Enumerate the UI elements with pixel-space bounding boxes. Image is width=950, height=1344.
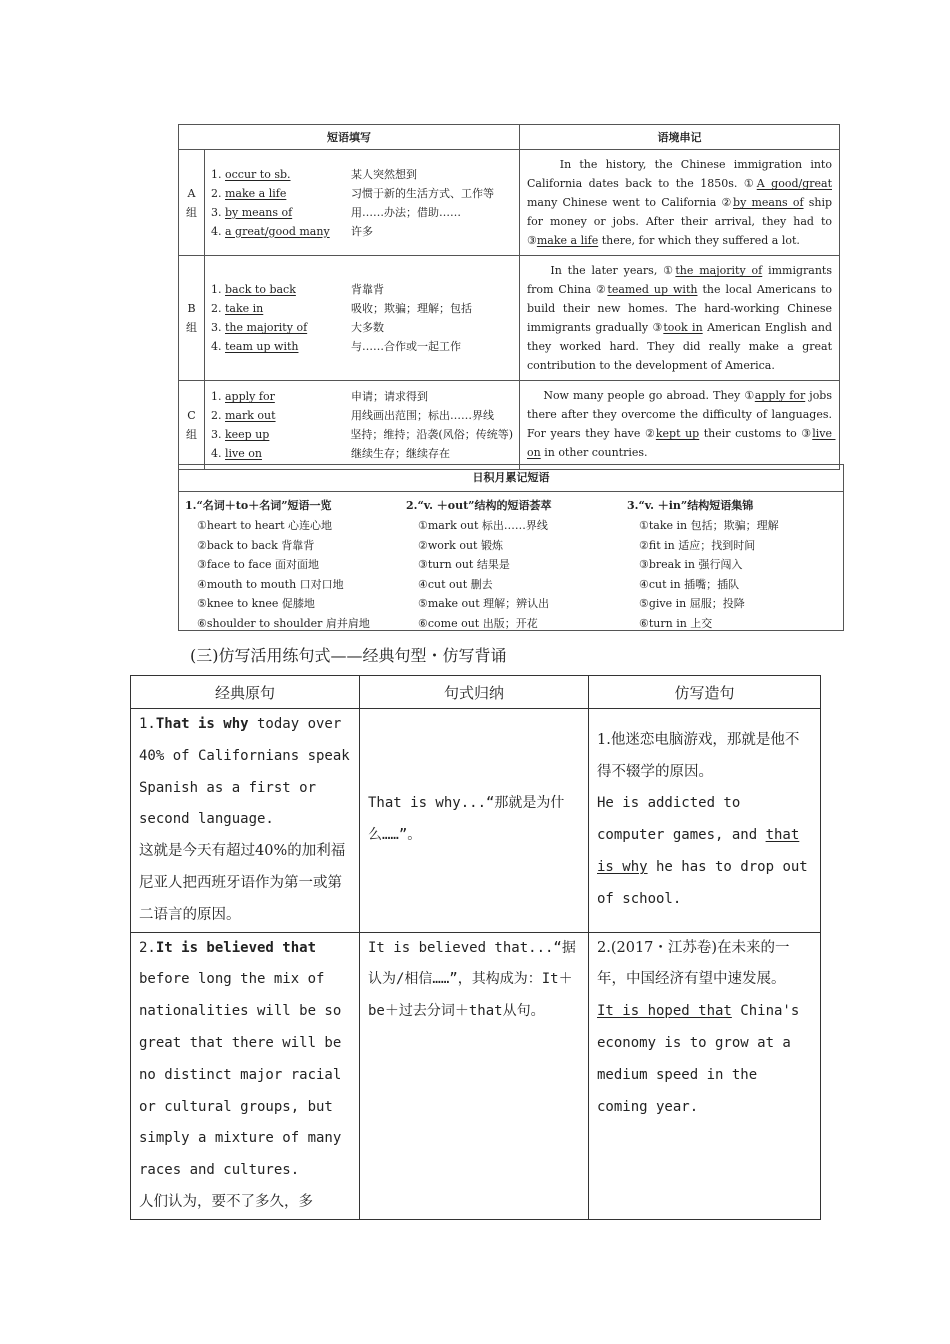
accumulate-column-title: 2.“v. ＋out”结构的短语荟萃 (406, 499, 552, 512)
phrase-en (211, 165, 351, 184)
accumulate-item: ①heart to heart 心连心地 (197, 519, 333, 532)
imitation-post: China's economy is to grow at a medium speed in the coming year. (597, 1003, 800, 1115)
group-label: B 组 (179, 256, 205, 381)
accumulate-item: ④cut out 删去 (418, 577, 493, 591)
original-keyphrase: That is why (155, 716, 249, 732)
context-answer: took in (663, 321, 703, 334)
phrase-num: 2. (211, 409, 225, 422)
sentence-row (131, 709, 821, 933)
accumulate-title: 日积月累记短语 (179, 465, 843, 492)
phrase-word: take in (225, 302, 264, 315)
accumulate-column (400, 496, 621, 633)
accumulate-column (621, 496, 842, 633)
original-number: 2. (139, 939, 156, 956)
phrase-word: apply for (225, 390, 275, 403)
context-text: in other countries. (540, 446, 648, 459)
phrase-list (205, 381, 520, 470)
accumulate-item: ⑤knee to knee 促膝地 (197, 597, 315, 610)
phrase-num: 4. (211, 447, 225, 460)
phrase-word: live on (225, 447, 262, 460)
group-label: A 组 (179, 150, 205, 256)
phrase-en (211, 337, 351, 356)
context-memo-header: 语境串记 (520, 125, 840, 150)
original-en (139, 933, 351, 1187)
pattern-cell: That is why...“那就是为什么……”。 (360, 709, 589, 933)
accumulate-columns (179, 492, 843, 633)
original-sentence-header: 经典原句 (131, 676, 360, 709)
phrase-num: 2. (211, 186, 225, 200)
phrase-en (211, 280, 351, 299)
context-text: ship for money or jobs. After their arrival, they had to ③ (527, 196, 836, 247)
phrase-item (211, 184, 513, 203)
context-answer: by means of (733, 196, 804, 209)
phrase-num: 2. (211, 302, 225, 315)
accumulate-phrases-box (178, 464, 844, 631)
phrase-meaning: 坚持；维持；沿袭(风俗；传统等) (350, 428, 513, 441)
context-text: the local Americans to build their new homes. The hard-working Chinese immigrants gradually ③ (527, 283, 836, 334)
phrase-meaning: 吸收；欺骗；理解；包括 (351, 302, 472, 315)
phrase-en (211, 425, 350, 444)
phrase-en (211, 387, 351, 406)
imitation-answer (597, 996, 812, 1123)
accumulate-item: ④mouth to mouth 口对口地 (197, 577, 344, 591)
phrase-meaning: 某人突然想到 (351, 167, 417, 181)
phrase-word: mark out (225, 409, 276, 422)
original-sentence-cell (131, 932, 360, 1219)
phrase-item (211, 425, 513, 444)
phrase-num: 3. (211, 321, 225, 334)
accumulate-column-title: 3.“v. ＋in”结构短语集锦 (627, 499, 754, 512)
phrase-item (211, 318, 513, 337)
sentence-table-body (131, 709, 821, 1220)
context-answer: the majority of (675, 264, 763, 277)
context-paragraph (520, 256, 840, 381)
phrase-num: 4. (211, 224, 225, 238)
phrase-table-body (179, 150, 840, 470)
accumulate-column-title: 1.“名词＋to＋名词”短语一览 (185, 499, 332, 512)
imitation-prompt: 1.他迷恋电脑游戏，那就是他不得不辍学的原因。 (597, 731, 800, 780)
accumulate-column (179, 496, 400, 633)
phrase-meaning: 申请；请求得到 (351, 390, 428, 403)
phrase-list (205, 256, 520, 381)
imitation-keyphrase: It is hoped that (597, 1003, 732, 1020)
phrase-group-row (179, 381, 840, 470)
phrase-en (211, 299, 351, 318)
accumulate-item: ③face to face 面对面地 (197, 558, 319, 571)
phrase-en (211, 318, 351, 337)
accumulate-item: ④cut in 插嘴；插队 (639, 577, 740, 591)
context-text: American English and they worked hard. They did really make a great contribution to the development of America. (527, 321, 836, 372)
phrase-num: 3. (211, 205, 225, 219)
accumulate-item: ③break in 强行闯入 (639, 558, 743, 571)
context-answer: kept up (655, 427, 700, 440)
phrase-item (211, 222, 513, 241)
phrase-fill-header: 短语填写 (179, 125, 520, 150)
context-answer: teamed up with (607, 283, 698, 296)
accumulate-item: ②fit in 适应；找到时间 (639, 538, 756, 552)
original-rest: today over 40% of Californians speak Spanish as a first or second language. (139, 716, 350, 828)
accumulate-item: ②work out 锻炼 (418, 538, 503, 552)
phrase-word: the majority of (225, 321, 308, 334)
context-answer: live on (527, 427, 836, 459)
phrase-item (211, 406, 513, 425)
phrase-num: 1. (211, 390, 225, 403)
context-text: Now many people go abroad. They ① (527, 389, 755, 402)
phrase-meaning: 用……办法；借助…… (351, 205, 461, 219)
sentence-row (131, 932, 821, 1219)
accumulate-item: ②back to back 背靠背 (197, 538, 315, 552)
phrase-item (211, 165, 513, 184)
phrase-word: by means of (225, 205, 293, 219)
original-sentence-cell (131, 709, 360, 933)
context-text: there, for which they suffered a lot. (598, 234, 800, 247)
context-text: their customs to ③ (699, 427, 813, 440)
imitation-pre: He is addicted to computer games, and (597, 795, 766, 844)
context-answer: apply for (754, 389, 806, 402)
phrase-word: make a life (225, 186, 287, 200)
phrase-word: keep up (225, 428, 270, 441)
phrase-word: team up with (225, 340, 299, 353)
phrase-meaning: 大多数 (351, 321, 384, 334)
phrase-list (205, 150, 520, 256)
phrase-en (211, 406, 351, 425)
context-text: In the history, the Chinese immigration into California dates back to the 1850s. ① (527, 158, 836, 190)
phrase-num: 1. (211, 167, 225, 181)
phrase-group-row (179, 256, 840, 381)
imitation-cell (589, 709, 821, 933)
context-answer: A good/great (756, 177, 832, 190)
accumulate-item: ⑤give in 屈服；投降 (639, 597, 745, 610)
context-text: immigrants from China ② (527, 264, 836, 296)
phrase-en (211, 222, 351, 241)
context-answer: make a life (536, 234, 599, 247)
phrase-word: a great/good many (225, 224, 330, 238)
phrase-meaning: 继续生存；继续存在 (351, 447, 450, 460)
phrase-meaning: 背靠背 (351, 283, 384, 296)
accumulate-item: ①mark out 标出……界线 (418, 519, 548, 532)
phrase-en (211, 444, 351, 463)
phrase-word: back to back (225, 283, 296, 296)
phrase-item (211, 280, 513, 299)
sentence-table (130, 675, 821, 1220)
phrase-meaning: 用线画出范围；标出……界线 (351, 409, 494, 422)
phrase-num: 4. (211, 340, 225, 353)
phrase-num: 1. (211, 283, 225, 296)
imitation-keyphrase: that is why (597, 827, 800, 876)
phrase-en (211, 184, 351, 203)
group-label: C 组 (179, 381, 205, 470)
context-paragraph (520, 381, 840, 470)
phrase-item (211, 387, 513, 406)
phrase-meaning: 与……合作或一起工作 (351, 340, 461, 353)
imitation-answer (597, 788, 812, 915)
phrase-item (211, 444, 513, 463)
context-paragraph (520, 150, 840, 256)
imitation-header: 仿写造句 (589, 676, 821, 709)
phrase-item (211, 337, 513, 356)
context-text: In the later years, ① (527, 264, 676, 277)
accumulate-item: ⑥turn in 上交 (639, 616, 713, 630)
section-title: (三)仿写活用练句式——经典句型・仿写背诵 (190, 646, 507, 665)
phrase-group-row (179, 150, 840, 256)
phrase-en (211, 203, 351, 222)
imitation-post: he has to drop out of school. (597, 859, 808, 907)
original-translation: 这就是今天有超过40%的加利福尼亚人把西班牙语作为第一或第二语言的原因。 (139, 843, 346, 923)
phrase-word: occur to sb. (225, 167, 291, 181)
original-keyphrase: It is believed that (155, 939, 317, 956)
phrase-meaning: 许多 (351, 224, 373, 238)
accumulate-item: ①take in 包括；欺骗；理解 (639, 519, 779, 532)
accumulate-item: ③turn out 结果是 (418, 558, 510, 571)
phrase-table (178, 124, 840, 470)
phrase-item (211, 299, 513, 318)
accumulate-item: ⑥shoulder to shoulder 肩并肩地 (197, 616, 370, 630)
imitation-cell (589, 932, 821, 1219)
phrase-num: 3. (211, 428, 225, 441)
original-translation: 人们认为，要不了多久，多 (139, 1193, 313, 1210)
context-text: many Chinese went to California ② (527, 177, 836, 209)
phrase-meaning: 习惯于新的生活方式、工作等 (351, 186, 494, 200)
context-text: jobs there after they overcome the difficulty of languages. For years they have ② (527, 389, 836, 440)
original-number: 1. (139, 716, 156, 732)
phrase-item (211, 203, 513, 222)
original-rest: before long the mix of nationalities will be so great that there will be no distinct major racial or cultural groups, but simply a mixture of many races and cultures. (139, 971, 342, 1179)
original-en (139, 709, 351, 836)
accumulate-item: ⑤make out 理解；辨认出 (418, 597, 550, 610)
pattern-header: 句式归纳 (360, 676, 589, 709)
accumulate-item: ⑥come out 出版；开花 (418, 616, 538, 630)
pattern-cell: It is believed that...“据认为/相信……”，其构成为：It＋be＋过去分词＋that从句。 (360, 932, 589, 1219)
imitation-prompt: 2.(2017・江苏卷)在未来的一年，中国经济有望中速发展。 (597, 939, 790, 988)
